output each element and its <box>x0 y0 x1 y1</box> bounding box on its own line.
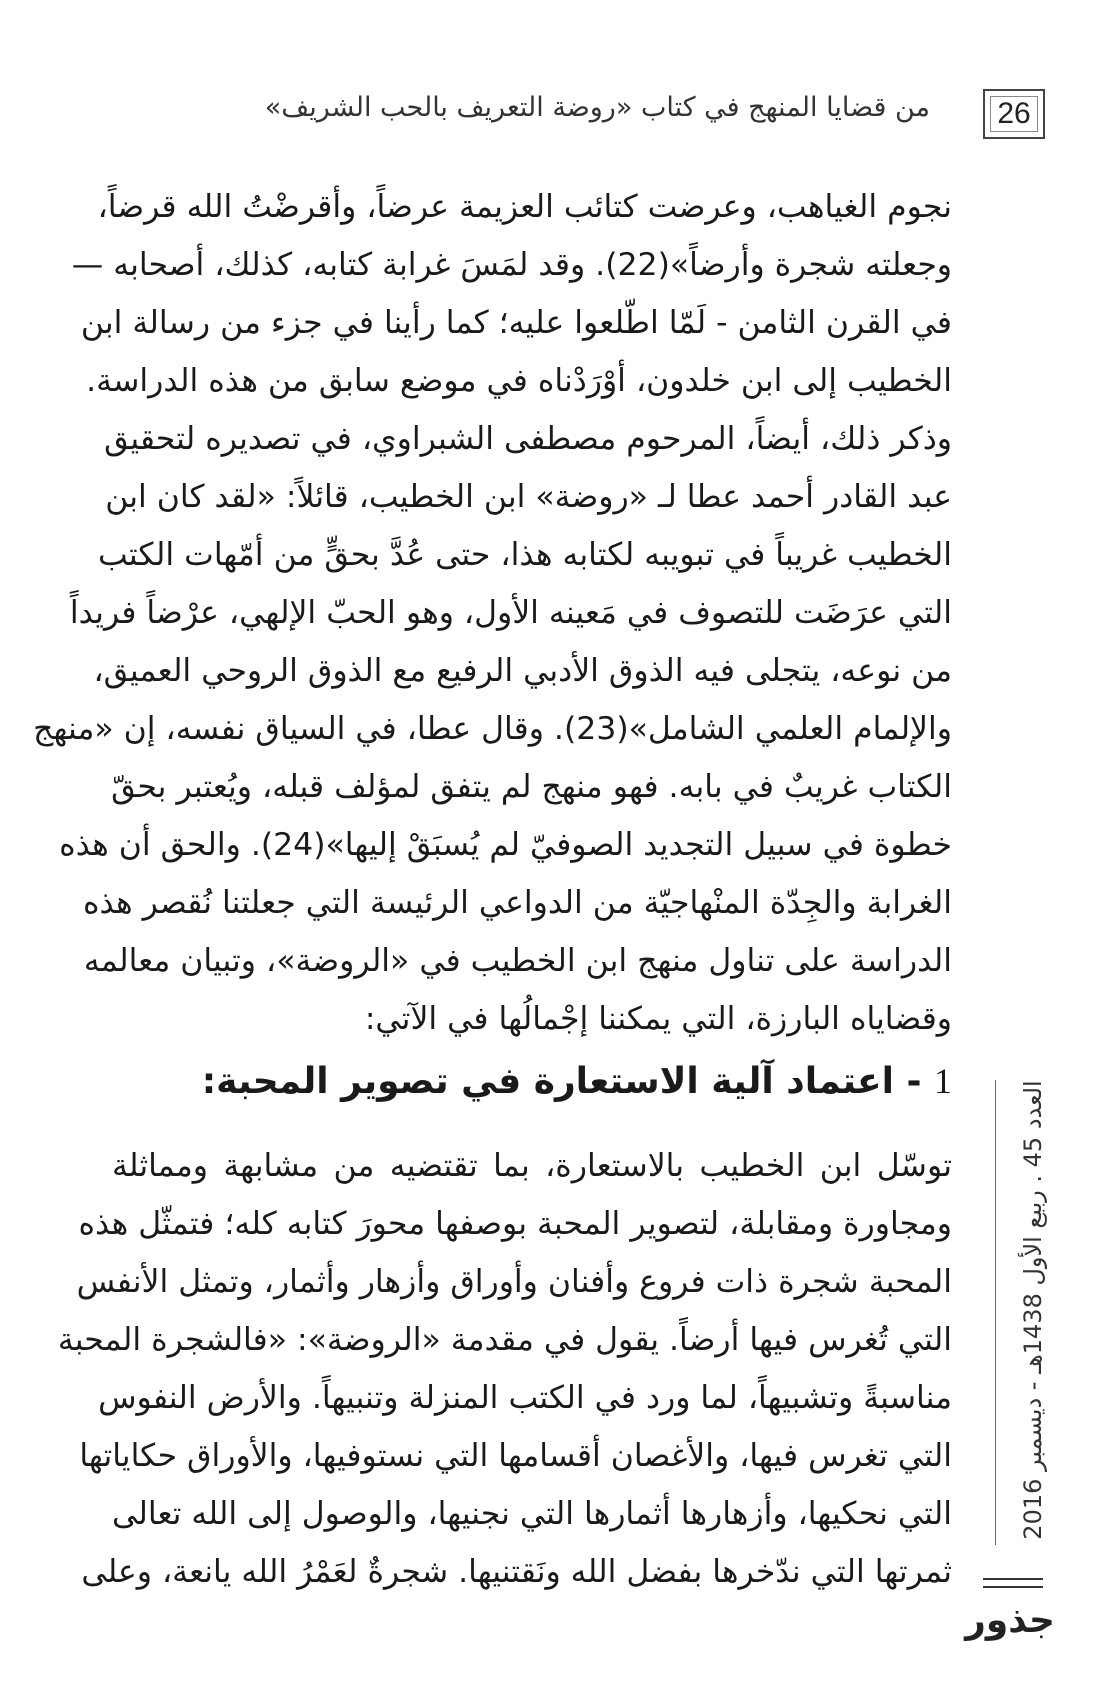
text-line: التي نحكيها، وأزهارها أثمارها التي نجنيها، والوصول إلى الله تعالى <box>112 1496 952 1532</box>
text-line: التي تغرس فيها، والأغصان أقسامها التي نستوفيها، والأوراق حكاياتها <box>79 1438 952 1474</box>
section-number: 1 <box>934 1061 952 1101</box>
text-line: وذكر ذلك، أيضاً، المرحوم مصطفى الشبراوي، في تصديره لتحقيق <box>104 421 952 457</box>
text-line: وجعلته شجرة وأرضاً»(22). وقد لمَسَ غرابة كتابه، كذلك، أصحابه — <box>71 247 952 283</box>
section-title: - اعتماد آلية الاستعارة في تصوير المحبة: <box>201 1061 922 1102</box>
text-line: وقضاياه البارزة، التي يمكننا إجْمالُها في الآتي: <box>364 1001 952 1037</box>
text-line: الغرابة والجِدّة المنْهاجيّة من الدواعي الرئيسة التي جعلتنا نُقصر هذه <box>82 885 952 921</box>
text-line: التي تُغرس فيها أرضاً. يقول في مقدمة «الروضة»: «فالشجرة المحبة <box>57 1322 952 1358</box>
text-line: في القرن الثامن - لَمّا اطّلعوا عليه؛ كما رأينا في جزء من رسالة ابن <box>80 305 952 341</box>
text-line: التي عرَضَت للتصوف في مَعينه الأول، وهو الحبّ الإلهي، عرْضاً فريداً <box>69 595 952 631</box>
footer-rule <box>983 1578 1043 1580</box>
text-line: الدراسة على تناول منهج ابن الخطيب في «الروضة»، وتبيان معالمه <box>83 943 952 979</box>
text-line: مناسبةً وتشبيهاً، لما ورد في الكتب المنزلة وتنبيهاً. والأرض النفوس <box>98 1380 952 1416</box>
text-line: عبد القادر أحمد عطا لـ «روضة» ابن الخطيب، قائلاً: «لقد كان ابن <box>105 479 952 515</box>
magazine-logo: جذور <box>965 1600 1055 1641</box>
page-number: 26 <box>983 89 1045 139</box>
text-line: الكتاب غريبٌ في بابه. فهو منهج لم يتفق لمؤلف قبله، ويُعتبر بحقّ <box>111 769 952 805</box>
running-title: من قضايا المنهج في كتاب «روضة التعريف بالحب الشريف» <box>264 92 930 123</box>
text-line: المحبة شجرة ذات فروع وأفنان وأوراق وأزهار وأثمار، وتمثل الأنفس <box>76 1264 952 1300</box>
text-line: والإلمام العلمي الشامل»(23). وقال عطا، في السياق نفسه، إن «منهج <box>33 711 952 747</box>
text-line: الخطيب غريباً في تبويبه لكتابه هذا، حتى عُدَّ بحقٍّ من أمّهات الكتب <box>97 537 952 573</box>
margin-divider <box>995 1080 996 1545</box>
text-line: توسّل ابن الخطيب بالاستعارة، بما تقتضيه من مشابهة ومماثلة <box>112 1148 952 1184</box>
text-line: من نوعه، يتجلى فيه الذوق الأدبي الرفيع مع الذوق الروحي العميق، <box>93 653 952 689</box>
text-line: الخطيب إلى ابن خلدون، أوْرَدْناه في موضع سابق من هذه الدراسة. <box>86 363 952 399</box>
text-line: خطوة في سبيل التجديد الصوفيّ لم يُسبَقْ إليها»(24). والحق أن هذه <box>59 827 952 863</box>
footer-rule <box>983 1586 1043 1588</box>
issue-info: العدد 45 . ربيع الأول 1438هـ - ديسمبر 2016 <box>1019 1080 1047 1540</box>
text-line: ومجاورة ومقابلة، لتصوير المحبة بوصفها محورَ كتابه كله؛ فتمثّل هذه <box>78 1206 952 1242</box>
text-line: نجوم الغياهب، وعرضت كتائب العزيمة عرضاً، وأقرضْتُ الله قرضاً، <box>97 189 952 225</box>
section-heading <box>201 1060 952 1102</box>
text-line: ثمرتها التي ندّخرها بفضل الله ونَقتنيها. شجرةٌ لعَمْرُ الله يانعة، وعلى <box>81 1554 952 1590</box>
paragraph-1 <box>33 178 952 1048</box>
paragraph-2 <box>57 1137 952 1601</box>
